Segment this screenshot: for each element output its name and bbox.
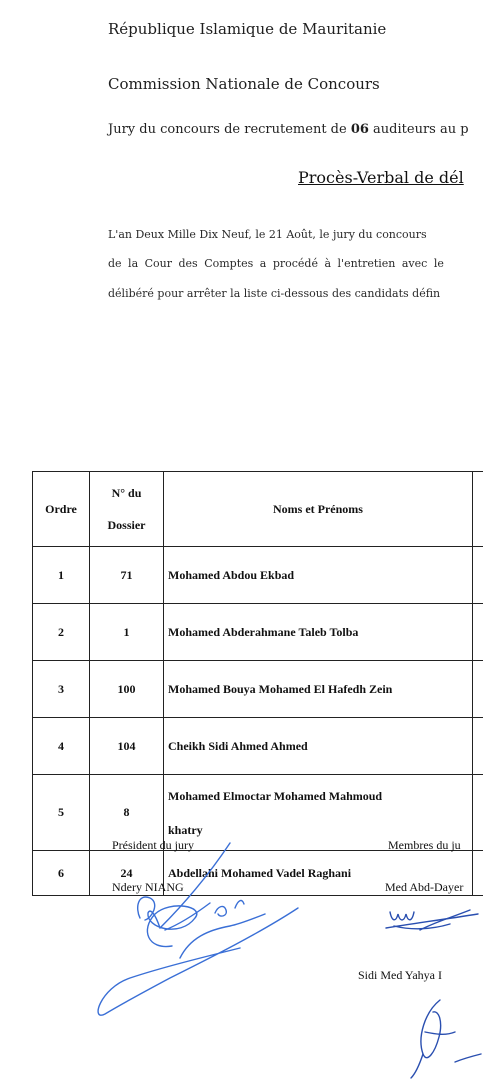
cell-dossier: 24 (90, 851, 164, 896)
table-row (33, 604, 483, 661)
intro-line-1: L'an Deux Mille Dix Neuf, le 21 Août, le jury du concours (108, 228, 427, 241)
cell-dossier: 1 (90, 604, 164, 661)
cell-cut (473, 604, 483, 661)
cell-ordre: 4 (33, 718, 90, 775)
president-label: Président du jury (112, 838, 194, 852)
member-1-signature (380, 900, 483, 940)
cell-nom: Mohamed Abderahmane Taleb Tolba (164, 604, 473, 661)
cell-nom: Mohamed Bouya Mohamed El Hafedh Zein (164, 661, 473, 718)
cell-ordre: 5 (33, 775, 90, 851)
cell-nom-line1: Mohamed Elmoctar Mohamed Mahmoud (168, 788, 383, 803)
member-1-name: Med Abd-Dayer (385, 880, 464, 894)
cell-dossier: 71 (90, 547, 164, 604)
header-noms: Noms et Prénoms (164, 472, 473, 547)
commission-name: Commission Nationale de Concours (108, 75, 380, 93)
cell-nom: Cheikh Sidi Ahmed Ahmed (164, 718, 473, 775)
cell-nom: Abdellahi Mohamed Vadel Raghani (164, 851, 473, 896)
header-dossier (90, 472, 164, 547)
cell-cut (473, 661, 483, 718)
table-row (33, 547, 483, 604)
cell-ordre: 1 (33, 547, 90, 604)
president-signature (60, 818, 310, 1028)
cell-nom-line2: khatry (168, 822, 203, 837)
intro-line-3: délibéré pour arrêter la liste ci-dessous des candidats défin (108, 287, 441, 300)
jury-count: 06 (350, 122, 369, 137)
cell-dossier: 8 (90, 775, 164, 851)
president-name: Ndery NIANG (112, 880, 184, 894)
header-ordre: Ordre (33, 472, 90, 547)
jury-suffix: auditeurs au p (368, 122, 469, 137)
cell-nom: Mohamed Abdou Ekbad (164, 547, 473, 604)
jury-prefix: Jury du concours de recrutement de (108, 122, 351, 137)
cell-cut (473, 775, 483, 851)
intro-line-2: de la Cour des Comptes a procédé à l'entretien avec le (108, 257, 444, 270)
cell-dossier: 104 (90, 718, 164, 775)
country-name: République Islamique de Mauritanie (108, 20, 387, 38)
table-header-row (33, 472, 483, 547)
cell-ordre: 6 (33, 851, 90, 896)
cell-ordre: 2 (33, 604, 90, 661)
document-title: Procès-Verbal de dél (298, 168, 464, 187)
cell-cut (473, 851, 483, 896)
jury-line (108, 122, 469, 137)
header-cut-column (473, 472, 483, 547)
members-label: Membres du ju (388, 838, 461, 852)
member-2-name: Sidi Med Yahya I (358, 968, 443, 982)
cell-cut (473, 547, 483, 604)
header-dossier-line1: N° du (111, 486, 142, 500)
table-row (33, 661, 483, 718)
cell-ordre: 3 (33, 661, 90, 718)
cell-cut (473, 718, 483, 775)
cell-dossier: 100 (90, 661, 164, 718)
member-2-signature (395, 992, 483, 1080)
header-dossier-line2: Dossier (107, 518, 146, 532)
table-row (33, 718, 483, 775)
